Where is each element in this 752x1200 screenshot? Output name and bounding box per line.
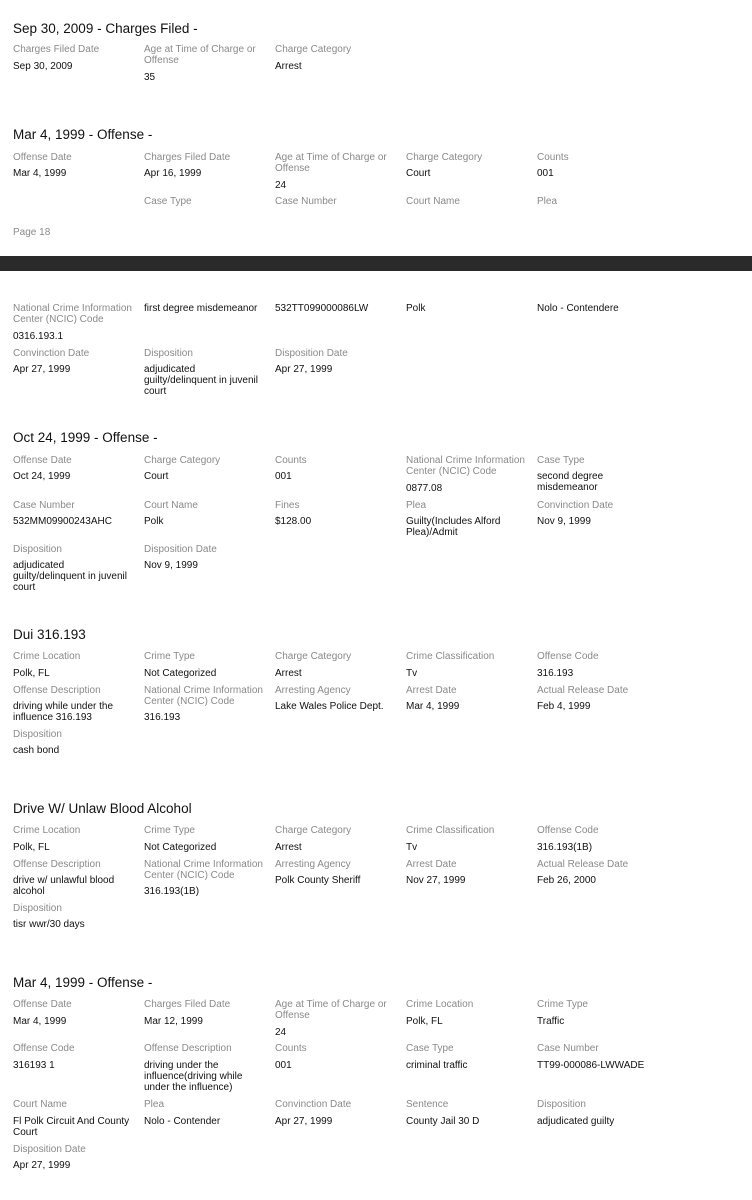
field-value: 001	[275, 471, 292, 482]
field-value: Lake Wales Police Dept.	[275, 701, 384, 712]
field-label: Charge Category	[144, 455, 221, 466]
field-value: second degree misdemeanor	[537, 471, 604, 493]
page-break-divider	[0, 256, 752, 271]
field-value: Tv	[406, 842, 418, 853]
field-label: Disposition	[144, 348, 193, 359]
field-value: 316.193(1B)	[537, 842, 593, 853]
field-value: Polk, FL	[13, 668, 50, 679]
field-label: Crime Location	[13, 825, 81, 836]
field-value: 316.193	[144, 712, 181, 723]
field-label: Charges Filed Date	[144, 999, 231, 1010]
field-label: Disposition	[13, 903, 62, 914]
field-label: Plea	[144, 1099, 165, 1110]
field-value: adjudicated guilty	[537, 1116, 615, 1127]
field-value: Apr 27, 1999	[275, 1116, 333, 1127]
field-value: Mar 12, 1999	[144, 1016, 203, 1027]
field-label: Age at Time of Charge or Offense	[144, 44, 256, 66]
field-label: Charge Category	[275, 44, 352, 55]
field-label: Charge Category	[275, 651, 352, 662]
field-value: first degree misdemeanor	[144, 303, 258, 314]
field-value: $128.00	[275, 516, 312, 527]
field-label: Case Number	[13, 500, 75, 511]
field-label: Crime Type	[144, 825, 195, 836]
field-label: Charges Filed Date	[144, 152, 231, 163]
field-value: Arrest	[275, 842, 302, 853]
field-value: Mar 4, 1999	[13, 1016, 67, 1027]
field-label: Case Type	[406, 1043, 454, 1054]
field-value: Polk, FL	[406, 1016, 443, 1027]
field-value: Not Categorized	[144, 668, 217, 679]
field-value: Polk	[406, 303, 426, 314]
field-label: Offense Date	[13, 455, 72, 466]
field-label: Plea	[537, 196, 558, 207]
field-label: Disposition Date	[144, 544, 217, 555]
field-value: adjudicated guilty/delinquent in juvenil court	[13, 560, 127, 593]
field-label: Crime Classification	[406, 651, 495, 662]
field-label: Court Name	[406, 196, 460, 207]
field-label: Plea	[406, 500, 427, 511]
field-value: Apr 27, 1999	[13, 364, 71, 375]
field-value: tisr wwr/30 days	[13, 919, 85, 930]
field-label: Convinction Date	[537, 500, 614, 511]
field-value: Court	[144, 471, 169, 482]
field-label: Disposition Date	[13, 1144, 86, 1155]
field-label: Convinction Date	[13, 348, 90, 359]
field-value: adjudicated guilty/delinquent in juvenil court	[144, 364, 258, 397]
field-value: 001	[275, 1060, 292, 1071]
field-label: Offense Description	[144, 1043, 232, 1054]
field-label: Offense Description	[13, 859, 101, 870]
field-value: 316.193	[537, 668, 574, 679]
field-label: Disposition	[13, 729, 62, 740]
field-label: National Crime Information Center (NCIC) Code	[406, 455, 525, 477]
field-value: Tv	[406, 668, 418, 679]
field-value: 24	[275, 180, 287, 191]
field-value: criminal traffic	[406, 1060, 468, 1071]
field-value: Court	[406, 168, 431, 179]
field-label: Offense Date	[13, 999, 72, 1010]
field-label: Crime Type	[144, 651, 195, 662]
field-label: Offense Code	[537, 825, 599, 836]
field-value: Nov 9, 1999	[144, 560, 198, 571]
field-label: Offense Code	[13, 1043, 75, 1054]
section-title-charges-filed-2009: Sep 30, 2009 - Charges Filed -	[13, 21, 198, 36]
field-value: Fl Polk Circuit And County Court	[13, 1116, 130, 1138]
field-value: Apr 27, 1999	[275, 364, 333, 375]
field-label: Case Number	[537, 1043, 599, 1054]
field-value: Nov 27, 1999	[406, 875, 466, 886]
field-label: Court Name	[144, 500, 198, 511]
field-value: Arrest	[275, 668, 302, 679]
field-value: Sep 30, 2009	[13, 61, 73, 72]
field-label: Counts	[275, 455, 307, 466]
field-label: Disposition Date	[275, 348, 348, 359]
field-value: Apr 27, 1999	[13, 1160, 71, 1171]
field-value: Guilty(Includes Alford Plea)/Admit	[406, 516, 501, 538]
field-value: driving under the influence(driving while under the influence)	[144, 1060, 243, 1093]
field-value: Mar 4, 1999	[13, 168, 67, 179]
field-label: Crime Location	[13, 651, 81, 662]
field-value: Not Categorized	[144, 842, 217, 853]
field-value: Arrest	[275, 61, 302, 72]
field-value: Nolo - Contender	[144, 1116, 221, 1127]
field-label: Convinction Date	[275, 1099, 352, 1110]
field-label: Arrest Date	[406, 685, 457, 696]
section-title-offense-mar4-1999-b: Mar 4, 1999 - Offense -	[13, 975, 153, 990]
field-label: Age at Time of Charge or Offense	[275, 999, 387, 1021]
field-label: Disposition	[13, 544, 62, 555]
field-value: Nov 9, 1999	[537, 516, 591, 527]
field-label: National Crime Information Center (NCIC) Code	[13, 303, 132, 325]
field-label: Counts	[537, 152, 569, 163]
field-label: Age at Time of Charge or Offense	[275, 152, 387, 174]
field-label: Arrest Date	[406, 859, 457, 870]
field-label: Offense Description	[13, 685, 101, 696]
field-value: Traffic	[537, 1016, 565, 1027]
field-value: TT99-000086-LWWADE	[537, 1060, 645, 1071]
field-value: Polk, FL	[13, 842, 50, 853]
field-label: National Crime Information Center (NCIC) Code	[144, 685, 263, 707]
field-value: 532TT099000086LW	[275, 303, 369, 314]
field-label: National Crime Information Center (NCIC) Code	[144, 859, 263, 881]
field-value: 316193 1	[13, 1060, 55, 1071]
field-value: Nolo - Contendere	[537, 303, 619, 314]
field-value: 532MM09900243AHC	[13, 516, 112, 527]
field-label: Crime Classification	[406, 825, 495, 836]
field-label: Case Type	[144, 196, 192, 207]
field-value: drive w/ unlawful blood alcohol	[13, 875, 115, 897]
section-title-offense-mar4-1999: Mar 4, 1999 - Offense -	[13, 127, 153, 142]
field-label: Crime Location	[406, 999, 474, 1010]
section-title-dui: Dui 316.193	[13, 627, 86, 642]
field-value: 24	[275, 1027, 287, 1038]
field-value: Polk	[144, 516, 164, 527]
field-label: Actual Release Date	[537, 859, 629, 870]
field-value: driving while under the influence 316.193	[13, 701, 114, 723]
field-label: Case Number	[275, 196, 337, 207]
field-label: Fines	[275, 500, 300, 511]
field-value: Mar 4, 1999	[406, 701, 460, 712]
field-label: Disposition	[537, 1099, 586, 1110]
field-label: Crime Type	[537, 999, 588, 1010]
field-value: Apr 16, 1999	[144, 168, 202, 179]
field-value: 35	[144, 72, 156, 83]
field-label: Charges Filed Date	[13, 44, 100, 55]
field-label: Actual Release Date	[537, 685, 629, 696]
field-label: Court Name	[13, 1099, 67, 1110]
field-value: 316.193(1B)	[144, 886, 200, 897]
field-label: Counts	[275, 1043, 307, 1054]
field-value: County Jail 30 D	[406, 1116, 480, 1127]
field-label: Offense Date	[13, 152, 72, 163]
field-value: 0316.193.1	[13, 331, 64, 342]
field-label: Charge Category	[275, 825, 352, 836]
field-value: cash bond	[13, 745, 60, 756]
section-title-drive-unlaw-blood-alcohol: Drive W/ Unlaw Blood Alcohol	[13, 801, 192, 816]
field-label: Arresting Agency	[275, 859, 351, 870]
field-value: Oct 24, 1999	[13, 471, 71, 482]
field-value: Feb 26, 2000	[537, 875, 596, 886]
field-value: Feb 4, 1999	[537, 701, 591, 712]
field-value: 0877.08	[406, 483, 443, 494]
field-label: Arresting Agency	[275, 685, 351, 696]
page-number: Page 18	[13, 227, 51, 238]
field-label: Offense Code	[537, 651, 599, 662]
section-title-offense-oct24-1999: Oct 24, 1999 - Offense -	[13, 430, 158, 445]
field-value: 001	[537, 168, 554, 179]
field-value: Polk County Sheriff	[275, 875, 361, 886]
field-label: Sentence	[406, 1099, 449, 1110]
field-label: Charge Category	[406, 152, 483, 163]
field-label: Case Type	[537, 455, 585, 466]
